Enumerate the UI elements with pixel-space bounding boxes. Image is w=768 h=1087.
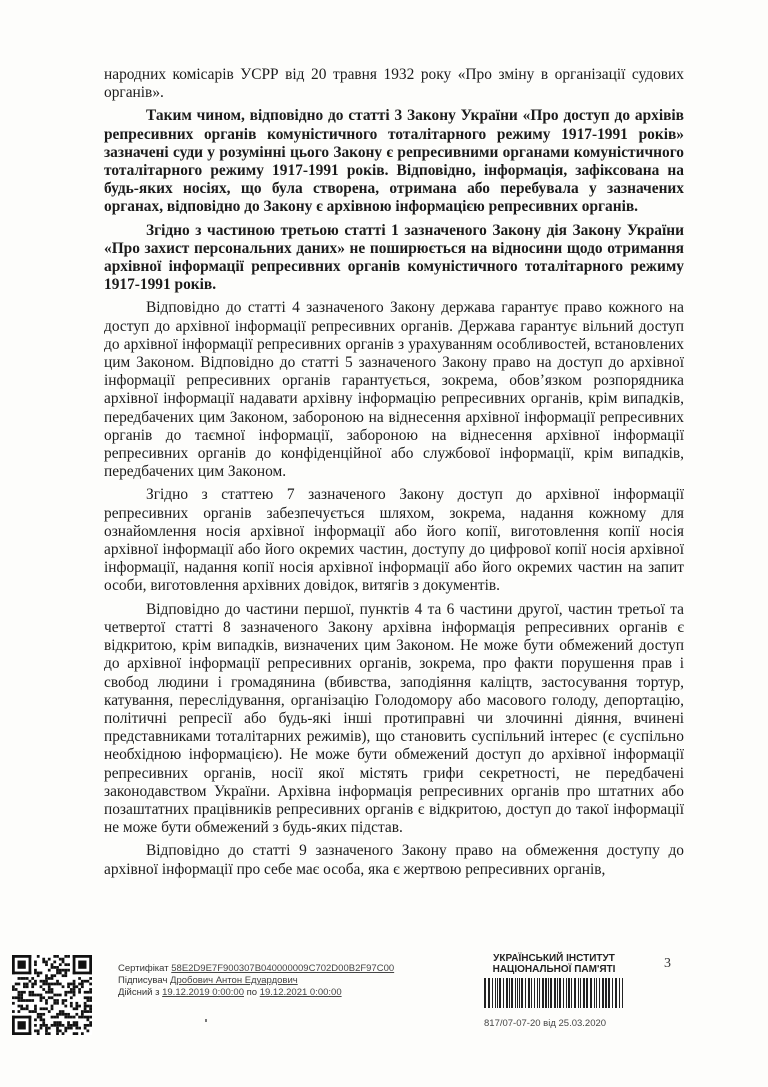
institute-stamp <box>484 953 624 975</box>
registration-number: 817/07-07-20 від 25.03.2020 <box>484 1018 607 1029</box>
stamp-line-2: НАЦІОНАЛЬНОЇ ПАМ'ЯТІ <box>492 964 616 975</box>
paragraph: Відповідно до статті 4 зазначеного Закону держава гарантує право кожного на доступ до архівної інформації репресивних органів. Держава гарантує вільний доступ до архівної інформації репресивних органів з урахуванням особливостей, встановлених цим Законом. Відповідно до статті 5 зазначеного Закону право на доступ до архівної інформації репресивних органів гарантується, зокрема, обов’язком розпорядника архівної інформації надавати архівну інформацію репресивних органів, крім випадків, передбачених цим Законом, забороною на віднесення архівної інформації репресивних органів до таємної інформації, забороною на віднесення архівної інформації репресивних органів до конфіденційної або службової інформації, крім випадків, передбачених цим Законом. <box>104 299 684 481</box>
page-number: 3 <box>664 956 671 971</box>
certificate-signer-line <box>118 975 394 987</box>
certificate-signer-label: Підписувач <box>118 975 168 986</box>
paragraph: Згідно з частиною третьою статті 1 зазначеного Закону дія Закону України «Про захист персональних даних» не поширюється на відносини щодо отримання архівної інформації репресивних органів комуністичного тоталітарного режиму 1917-1991 років. <box>104 221 684 294</box>
certificate-valid-to: 19.12.2021 0:00:00 <box>259 987 342 998</box>
paragraph: Таким чином, відповідно до статті 3 Закону України «Про доступ до архівів репресивних органів комуністичного тоталітарного режиму 1917-1991 років» зазначені суди у розумінні цього Закону є репресивними органами комуністичного тоталітарного режиму 1917-1991 років. Відповідно, інформація, зафіксована на будь-яких носіях, що була створена, отримана або перебувала у зазначених органах, відповідно до Закону є архівною інформацією репресивних органів. <box>104 107 684 216</box>
certificate-valid-to-label: по <box>246 987 258 998</box>
certificate-signer-value: Дробович Антон Едуардович <box>170 975 298 986</box>
paragraph: Відповідно до статті 9 зазначеного Закону право на обмеження доступу до архівної інформації про себе має особа, яка є жертвою репресивних органів, <box>104 842 684 878</box>
scan-speck <box>205 1019 207 1022</box>
certificate-validity-line <box>118 987 394 999</box>
certificate-serial-label: Сертифікат <box>118 963 169 974</box>
paragraph: Відповідно до частини першої, пунктів 4 та 6 частини другої, частин третьої та четвертої статті 8 зазначеного Закону архівна інформація репресивних органів є відкритою, крім випадків, визначених цим Законом. Не може бути обмежений доступ до архівної інформації репресивних органів, зокрема, про факти порушення прав і свобод людини і громадянина (вбивства, заподіяння каліцтв, застосування тортур, катування, переслідування, організацію Голодомору або масового голоду, депортацію, політичні репресії або будь-які інші протиправні чи злочинні діяння, вчинені представниками тоталітарних режимів), що становить суспільний інтерес (є суспільно необхідною інформацією). Не може бути обмежений доступ до архівної інформації репресивних органів, носії якої містять грифи секретності, не передбачені законодавством України. Архівна інформація репресивних органів про штатних або позаштатних працівників репресивних органів є відкритою, доступ до такої інформації не може бути обмежений з будь-яких підстав. <box>104 600 684 837</box>
paragraph: Згідно з статтею 7 зазначеного Закону доступ до архівної інформації репресивних органів забезпечується шляхом, зокрема, надання кожному для ознайомлення носія архівної інформації або його копії, виготовлення копії носія архівної інформації або його окремих частин, доступу до цифрової копії носія архівної інформації, надання копії носія архівної інформації або його окремих частин на запит особи, виготовлення архівних довідок, витягів з документів. <box>104 486 684 595</box>
document-body <box>104 66 684 884</box>
paragraph: народних комісарів УСРР від 20 травня 1932 року «Про зміну в організації судових органів». <box>104 66 684 102</box>
signature-certificate <box>118 963 394 999</box>
certificate-valid-from: 19.12.2019 0:00:00 <box>162 987 244 998</box>
barcode <box>482 978 626 1008</box>
certificate-serial-line <box>118 963 394 975</box>
certificate-valid-label: Дійсний з <box>118 987 160 998</box>
qr-code <box>12 955 92 1035</box>
certificate-serial-value: 58E2D9E7F900307B040000009C702D00B2F97C00 <box>171 963 395 974</box>
stamp-line-1: УКРАЇНСЬКИЙ ІНСТИТУТ <box>493 953 615 964</box>
